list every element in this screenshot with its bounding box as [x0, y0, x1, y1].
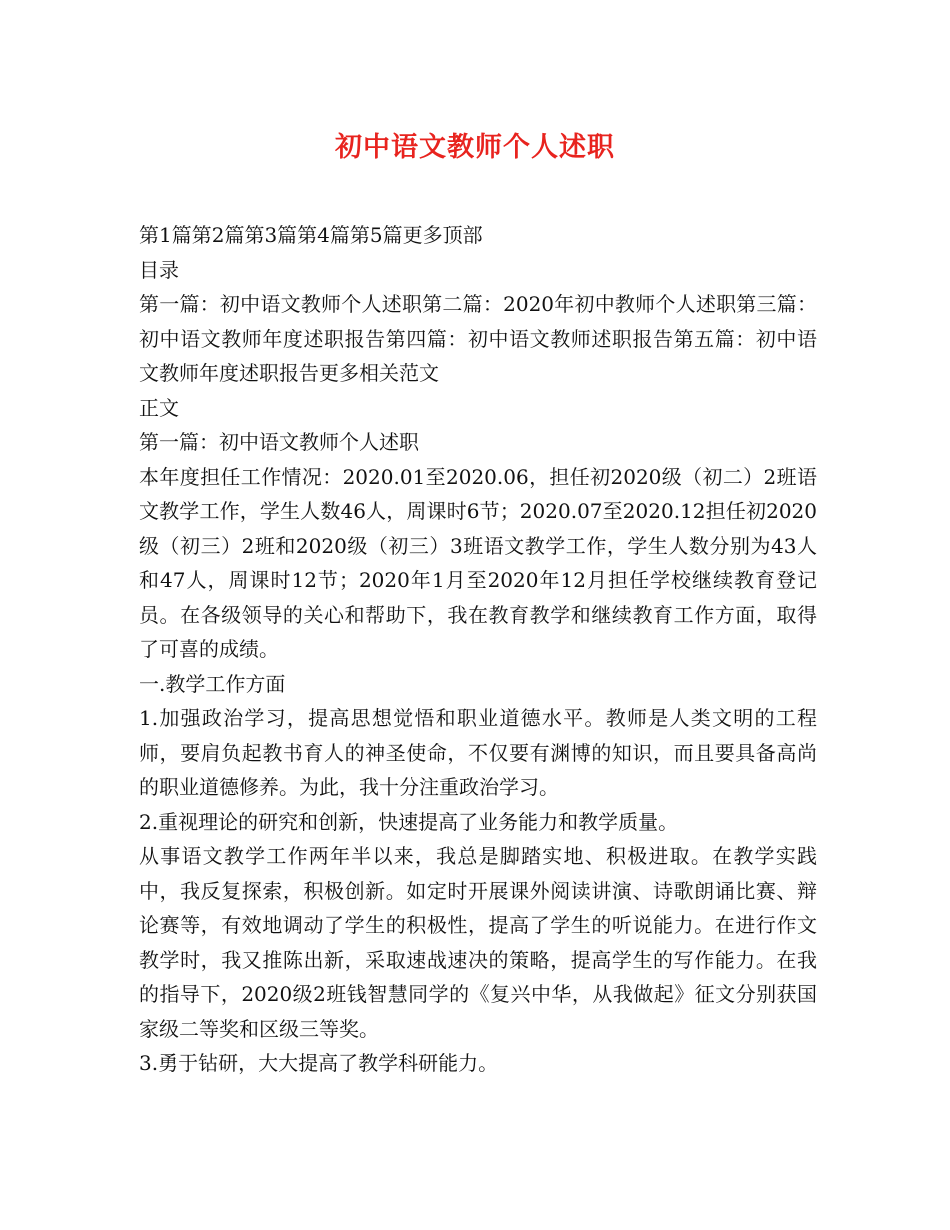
- body-heading: 正文: [139, 395, 179, 420]
- toc-heading: 目录: [139, 257, 179, 282]
- paragraph: 从事语文教学工作两年半以来，我总是脚踏实地、积极进取。在教学实践中，我反复探索，积极创新。如定时开展课外阅读讲演、诗歌朗诵比赛、辩论赛等，有效地调动了学生的积极性，提高了学生的听说能力。在进行作文教学时，我又推陈出新，采取速战速决的策略，提高学生的写作能力。在我的指导下，2020级2班钱智慧同学的《复兴中华，从我做起》征文分别获国家级二等奖和区级三等奖。: [139, 844, 817, 1041]
- article-title: 第一篇：初中语文教师个人述职: [139, 430, 419, 454]
- section-heading: 一.教学工作方面: [139, 671, 286, 696]
- section-nav-line: 第1篇第2篇第3篇第4篇第5篇更多顶部: [139, 223, 483, 247]
- document-title: 初中语文教师个人述职: [335, 132, 615, 163]
- paragraph: 2.重视理论的研究和创新，快速提高了业务能力和教学质量。: [139, 809, 679, 834]
- document-body: [139, 218, 817, 1081]
- paragraph: 3.勇于钻研，大大提高了教学科研能力。: [139, 1051, 499, 1075]
- toc-text: 第一篇：初中语文教师个人述职第二篇：2020年初中教师个人述职第三篇：初中语文教师年度述职报告第四篇：初中语文教师述职报告第五篇：初中语文教师年度述职报告更多相关范文: [139, 292, 817, 385]
- paragraph: 1.加强政治学习，提高思想觉悟和职业道德水平。教师是人类文明的工程师，要肩负起教书育人的神圣使命，不仅要有渊博的知识，而且要具备高尚的职业道德修养。为此，我十分注重政治学习。: [139, 706, 817, 799]
- paragraph: 本年度担任工作情况：2020.01至2020.06，担任初2020级（初二）2班语文教学工作，学生人数46人，周课时6节；2020.07至2020.12担任初2020级（初三）2班和2020级（初三）3班语文教学工作，学生人数分别为43人和47人，周课时12节；2020年1月至2020年12月担任学校继续教育登记员。在各级领导的关心和帮助下，我在教育教学和继续教育工作方面，取得了可喜的成绩。: [139, 464, 817, 661]
